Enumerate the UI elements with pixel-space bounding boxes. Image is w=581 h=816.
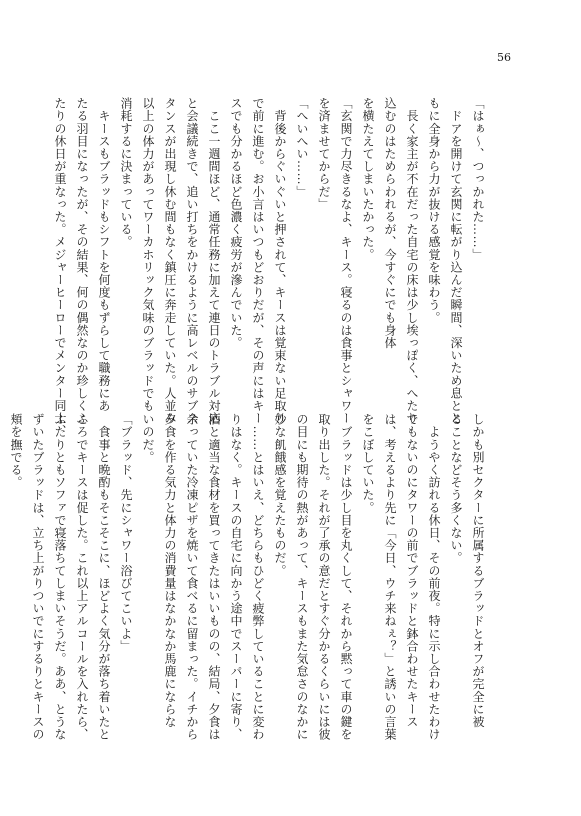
text-line: キースもブラッドもシフトを何度もずらして職務にあ bbox=[97, 97, 111, 412]
text-line: の目にも期待の熱があって、キースもまた気怠さのなかに bbox=[295, 413, 309, 741]
text-line: ここ一週間ほど、通常任務に加えて連日のトラブル対応 bbox=[207, 97, 221, 425]
text-line: 長く家主が不在だった自宅の床は少し埃っぽく、へたり bbox=[405, 97, 419, 425]
text-line: と会議続きで、追い打ちをかけるように高レベルのサブス bbox=[185, 97, 199, 425]
text-line: 以上の体力があってワーカホリック気味のブラッドでも bbox=[141, 97, 155, 412]
text-line: 「玄関で力尽きるなよ、キース。寝るのは食事とシャワー bbox=[339, 97, 353, 425]
text-line: 「ブラッド、先にシャワー浴びてこいよ」 bbox=[119, 413, 133, 653]
text-line: いのだ。 bbox=[141, 413, 155, 464]
text-line: を横たえてしまいたかった。 bbox=[361, 97, 375, 261]
lower-text-block bbox=[9, 413, 489, 741]
text-line: ころでキースは促した。これ以上アルコールを入れたら、 bbox=[75, 413, 89, 741]
text-line: タンスが出現し休む間もなく鎮圧に奔走していた。人並み bbox=[163, 97, 177, 425]
text-line: 「はぁ〜、つっかれた……」 bbox=[471, 97, 485, 261]
text-line: スでも分かるほど色濃く疲労が滲んでいた。 bbox=[229, 97, 243, 349]
text-line: を済ませてからだ」 bbox=[317, 97, 331, 211]
text-line: ずいたブラッドは、立ち上がりついでにするりとキースの bbox=[31, 413, 45, 741]
text-line: たりの休日が重なった。メジャーヒーローでメンター同士、 bbox=[53, 97, 67, 438]
text-line: は、考えるより先に「今日、ウチ来ねぇ？」と誘いの言葉 bbox=[383, 413, 397, 741]
text-line: 余っていた冷凍ピザを焼いて食べるに留まった。イチから bbox=[185, 413, 199, 741]
text-line: ブラッドは少し目を丸くして、それから黙って車の鍵を bbox=[339, 413, 353, 741]
text-line: 込むのはためらわれるが、今すぐにでも身体 bbox=[383, 97, 397, 349]
text-line: ……とはいえ、どちらもひどく疲弊していることに変わ bbox=[251, 413, 265, 741]
text-line: たる羽目になったが、その結果、何の偶然なのか珍しくふ bbox=[75, 97, 89, 425]
text-line: をこぼしていた。 bbox=[361, 413, 375, 514]
text-line: しかも別セクターに所属するブラッドとオフが完全に被 bbox=[471, 413, 485, 728]
text-line: ドアを開けて玄関に転がり込んだ瞬間、深いため息とと bbox=[449, 97, 463, 425]
text-line: 消耗するに決まっている。 bbox=[119, 97, 133, 249]
text-line: でもないのにタワーの前でブラッドと鉢合わせたキース bbox=[405, 413, 419, 728]
text-line: りはなく。キースの自宅に向かう途中でスーパーに寄り、 bbox=[229, 413, 243, 741]
text-line: 「へいへい……」 bbox=[295, 97, 309, 198]
page-number: 56 bbox=[497, 51, 511, 64]
text-line: 酒と適当な食材を買ってきたはいいものの、結局、夕食は bbox=[207, 413, 221, 741]
upper-text-block bbox=[53, 97, 489, 438]
text-line: ようやく訪れる休日、その前夜。特に示し合わせたわけ bbox=[427, 413, 441, 741]
text-line: 妙な飢餓感を覚えたものだ。 bbox=[273, 413, 287, 577]
text-line: で前に進む。お小言はいつもどおりだが、その声にはキー bbox=[251, 97, 265, 425]
text-line: ることなどそう多くない。 bbox=[449, 413, 463, 565]
text-line: 背後からぐいぐいと押されて、キースは覚束ない足取り bbox=[273, 97, 287, 425]
text-line: 食事と晩酌もそこそこに、ほどよく気分が落ち着いたと bbox=[97, 413, 111, 741]
text-line: ふたりともソファで寝落ちてしまいそうだ。ああ、とうな bbox=[53, 413, 67, 741]
text-line: もに全身から力が抜ける感覚を味わう。 bbox=[427, 97, 441, 324]
text-line: 取り出した。それが了承の意だとすぐ分かるくらいには彼 bbox=[317, 413, 331, 741]
text-line: 頬を撫でる。 bbox=[9, 413, 23, 489]
text-line: 夕食を作る気力と体力の消費量はなかなか馬鹿にならな bbox=[163, 413, 177, 728]
